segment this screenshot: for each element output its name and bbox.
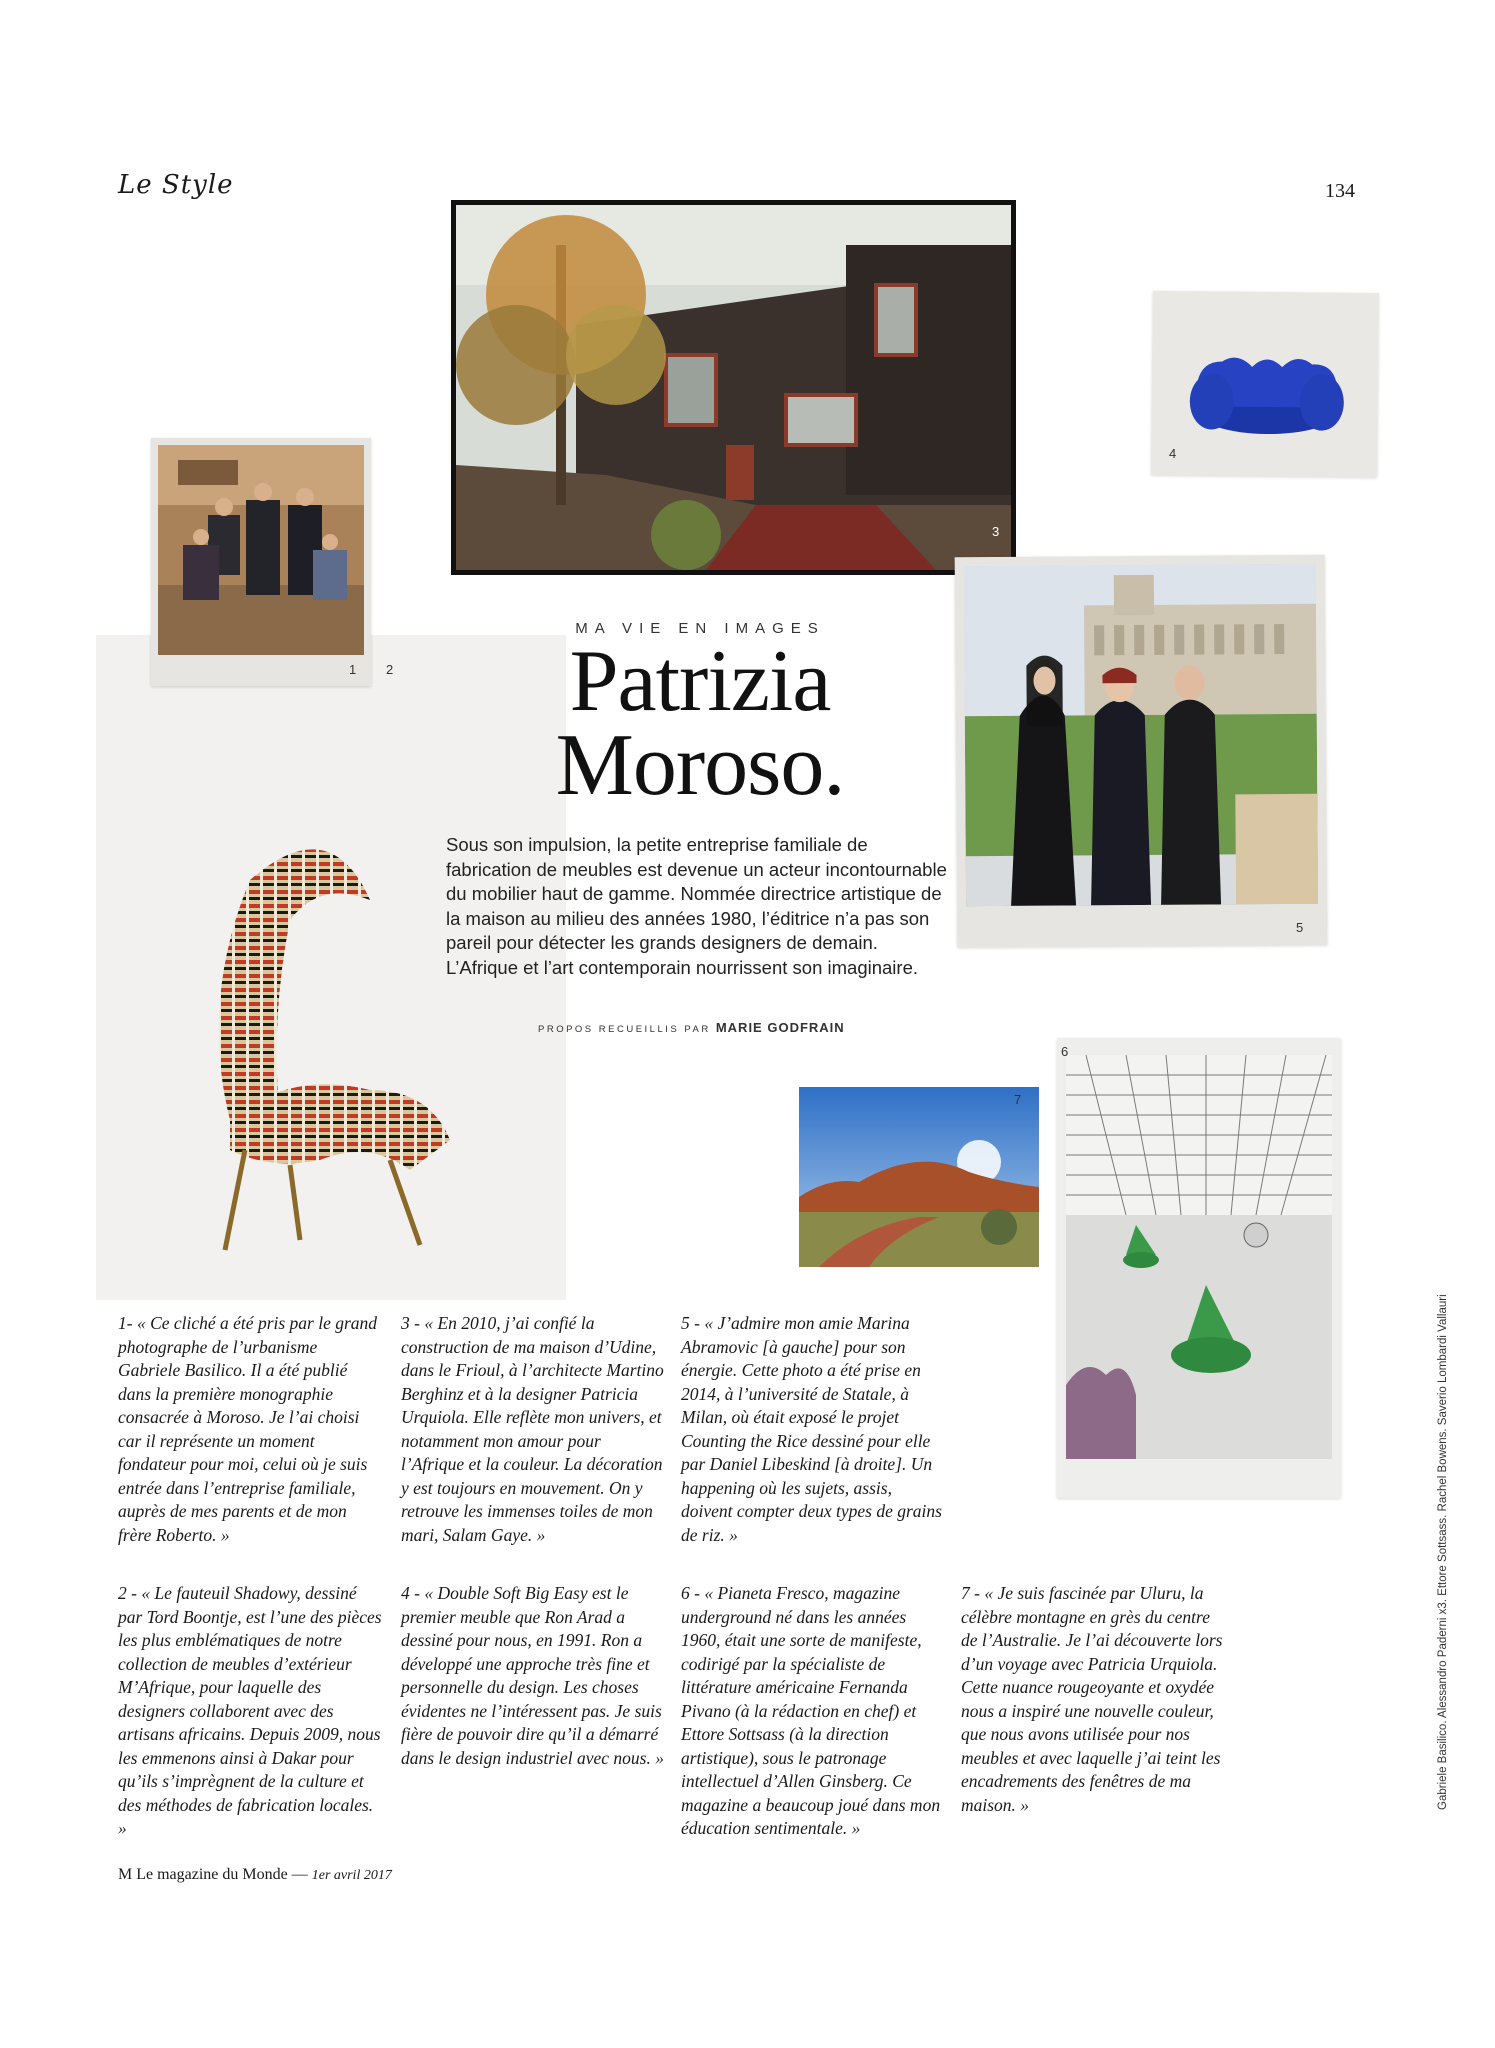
photo-number-3: 3 bbox=[992, 524, 1000, 539]
photo-number-1: 1 bbox=[349, 662, 357, 677]
section-logo: Le Style bbox=[118, 170, 234, 200]
photo-pianeta-fresco bbox=[1057, 1038, 1341, 1498]
title-line-1: Patrizia bbox=[569, 633, 831, 730]
footer bbox=[118, 1866, 392, 1884]
photo-uluru bbox=[799, 1087, 1039, 1267]
caption-2: 2 - « Le fauteuil Shadowy, dessiné par Tord Boontje, est l’une des pièces les plus emblématiques de notre collection de meubles d’extérieur M’Afrique, pour laquelle des designers collaborent avec des artisans africains. Depuis 2009, nous les emmenons ainsi à Dakar pour qu’ils s’imprègnent de la culture et des méthodes de fabrication locales. » bbox=[118, 1583, 382, 1838]
page-number: 134 bbox=[1325, 180, 1355, 202]
photo-number-7: 7 bbox=[1014, 1092, 1022, 1107]
photo-credits: Gabriele Basilico. Alessandro Paderni x3. Ettore Sottsass. Rachel Bowens. Saverio Lombardi Vallauri bbox=[1437, 1294, 1449, 1810]
caption-5: 5 - « J’admire mon amie Marina Abramovic [à gauche] pour son énergie. Cette photo a été prise en 2014, à l’université de Statale, à Milan, où était exposé le projet Counting the Rice dessiné pour elle par Daniel Libeskind [à droite]. Un happening où les sujets, assis, doivent compter deux types de grains de riz. » bbox=[681, 1313, 942, 1545]
photo-number-2: 2 bbox=[386, 662, 394, 677]
photo-blue-armchair bbox=[1151, 291, 1379, 477]
caption-6: 6 - « Pianeta Fresco, magazine underground né dans les années 1960, était une sorte de manifeste, codirigé par la spécialiste de littérature américaine Fernanda Pivano (à la rédaction en chef) et Ettore Sottsass (à la direction artistique), sous le patronage intellectuel d’Allen Ginsberg. Ce magazine a beaucoup joué dans mon éducation sentimentale. » bbox=[681, 1583, 941, 1838]
photo-number-6: 6 bbox=[1061, 1044, 1069, 1059]
caption-7: 7 - « Je suis fascinée par Uluru, la célèbre montagne en grès du centre de l’Australie. Je l’ai découverte lors d’un voyage avec Patricia Urquiola. Cette nuance rougeoyante et oxydée nous a inspiré une nouvelle couleur, que nous avons utilisée pour nos meubles et avec laquelle j’ai teint les encadrements des fenêtres de ma maison. » bbox=[961, 1583, 1223, 1815]
byline bbox=[538, 1020, 845, 1035]
byline-label: PROPOS RECUEILLIS PAR bbox=[538, 1024, 711, 1035]
feature-title bbox=[520, 633, 880, 814]
byline-name: MARIE GODFRAIN bbox=[715, 1020, 845, 1035]
footer-date: 1er avril 2017 bbox=[311, 1868, 392, 1883]
feature-intro: Sous son impulsion, la petite entreprise familiale de fabrication de meubles est devenue un acteur incontournable du mobilier haut de gamme. Nommée directrice artistique de la maison au milieu des années 1980, l’éditrice n’a pas son pareil pour détecter les grands designers de demain. L’Afrique et l’art contemporain nourrissent son imaginaire. bbox=[446, 834, 947, 978]
caption-3: 3 - « En 2010, j’ai confié la construction de ma maison d’Udine, dans le Frioul, à l’architecte Martino Berghinz et à la designer Patricia Urquiola. Elle reflète mon univers, et notamment mon amour pour l’Afrique et la couleur. La décoration y est toujours en mouvement. On y retrouve les immenses toiles de mon mari, Salam Gaye. » bbox=[401, 1313, 664, 1545]
photo-abramovic-libeskind bbox=[955, 555, 1328, 948]
title-line-2: Moroso. bbox=[555, 717, 845, 814]
caption-4: 4 - « Double Soft Big Easy est le premier meuble que Ron Arad a dessiné pour nous, en 1991. Ron a développé une approche très fine et personnelle du design. Les choses évidentes ne l’intéressent pas. Je suis fière de pouvoir dire qu’il a démarré dans le design industriel avec nous. » bbox=[401, 1583, 664, 1768]
footer-publication: M Le magazine du Monde — bbox=[118, 1866, 312, 1883]
caption-1: 1- « Ce cliché a été pris par le grand photographe de l’urbanisme Gabriele Basilico. Il a été publié dans la première monographie consacrée à Moroso. Je l’ai choisi car il représente un moment fondateur pour moi, celui où je suis entrée dans l’entreprise familiale, auprès de mes parents et de mon frère Roberto. » bbox=[118, 1313, 378, 1545]
photo-family-portrait bbox=[151, 438, 371, 686]
photo-number-4: 4 bbox=[1169, 446, 1177, 461]
photo-shadowy-chair bbox=[170, 820, 470, 1260]
photo-number-5: 5 bbox=[1296, 920, 1304, 935]
photo-house-udine bbox=[451, 200, 1016, 575]
feature-kicker: MA VIE EN IMAGES bbox=[575, 620, 825, 637]
